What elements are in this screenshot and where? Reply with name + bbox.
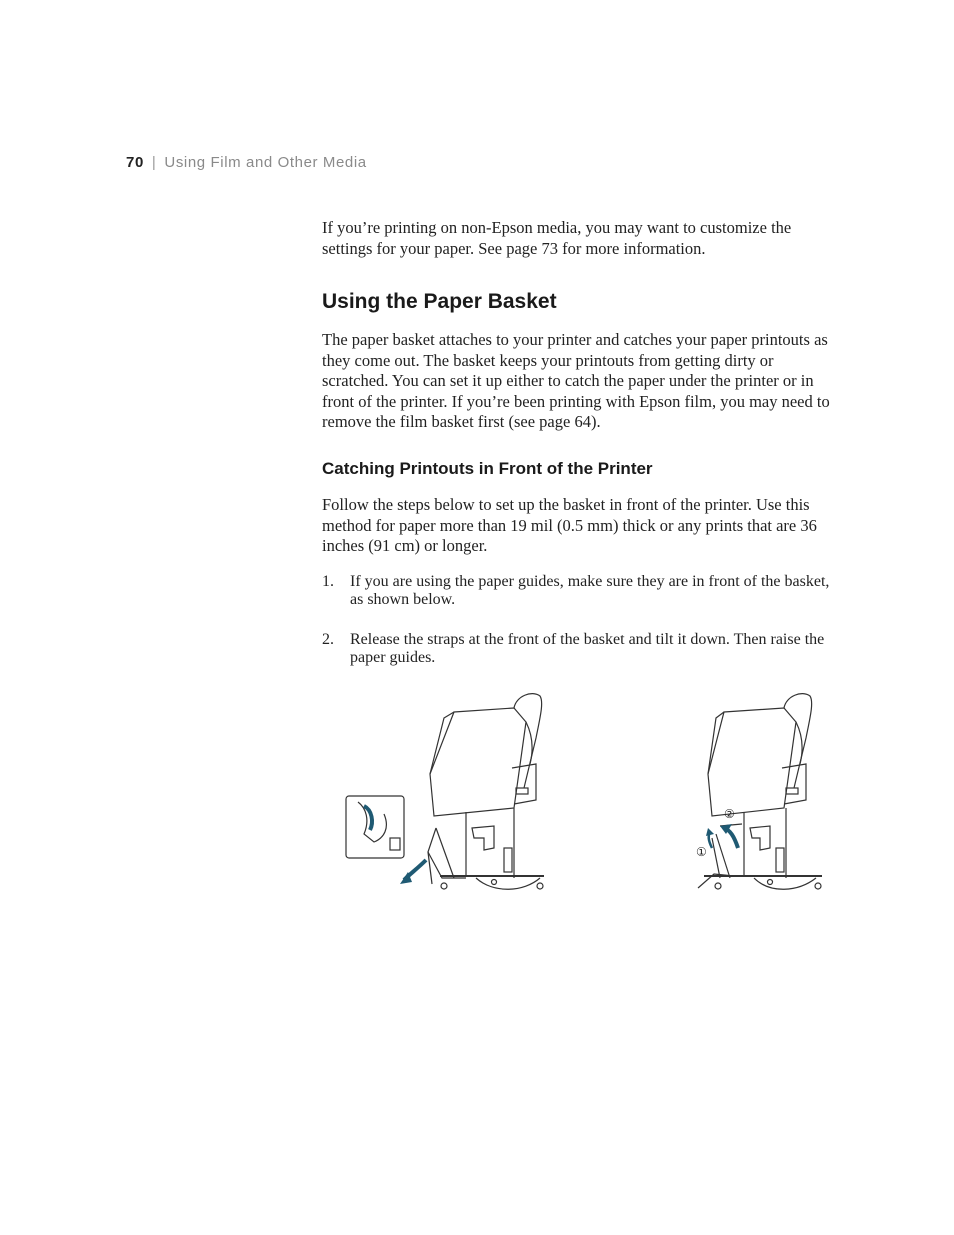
callout-1: ① [696,845,707,859]
callout-2: ② [724,807,735,821]
paper-guides-raise-illustration [694,688,828,898]
intro-paragraph: If you’re printing on non-Epson media, you may want to customize the settings for your paper. See page 73 for more information. [322,218,792,258]
chapter-title: Using Film and Other Media [164,154,367,171]
step-text: Release the straps at the front of the basket and tilt it down. Then raise the paper guides. [350,631,825,666]
running-header [126,154,367,171]
header-separator: | [151,154,157,171]
step-text: If you are using the paper guides, make sure they are in front of the basket, as shown below. [350,573,830,608]
step-number: 2. [322,631,334,648]
step-item [322,631,832,667]
step-item [322,573,832,609]
section-paragraph: The paper basket attaches to your printer and catches your paper printouts as they come out. The basket keeps your printouts from getting dirty or scratched. You can set it up either to catch the paper under the printer or in front of the printer. If you’re been printing with Epson film, you may need to remove the film basket first (see page 64). [322,330,830,431]
section-heading: Using the Paper Basket [322,290,557,313]
subsection-heading: Catching Printouts in Front of the Printer [322,459,653,478]
page-number: 70 [126,154,144,171]
printer-basket-tilt-illustration [344,688,548,898]
step-number: 1. [322,573,334,590]
subsection-paragraph: Follow the steps below to set up the basket in front of the printer. Use this method for paper more than 19 mil (0.5 mm) thick or any prints that are 36 inches (91 cm) or longer. [322,495,817,555]
